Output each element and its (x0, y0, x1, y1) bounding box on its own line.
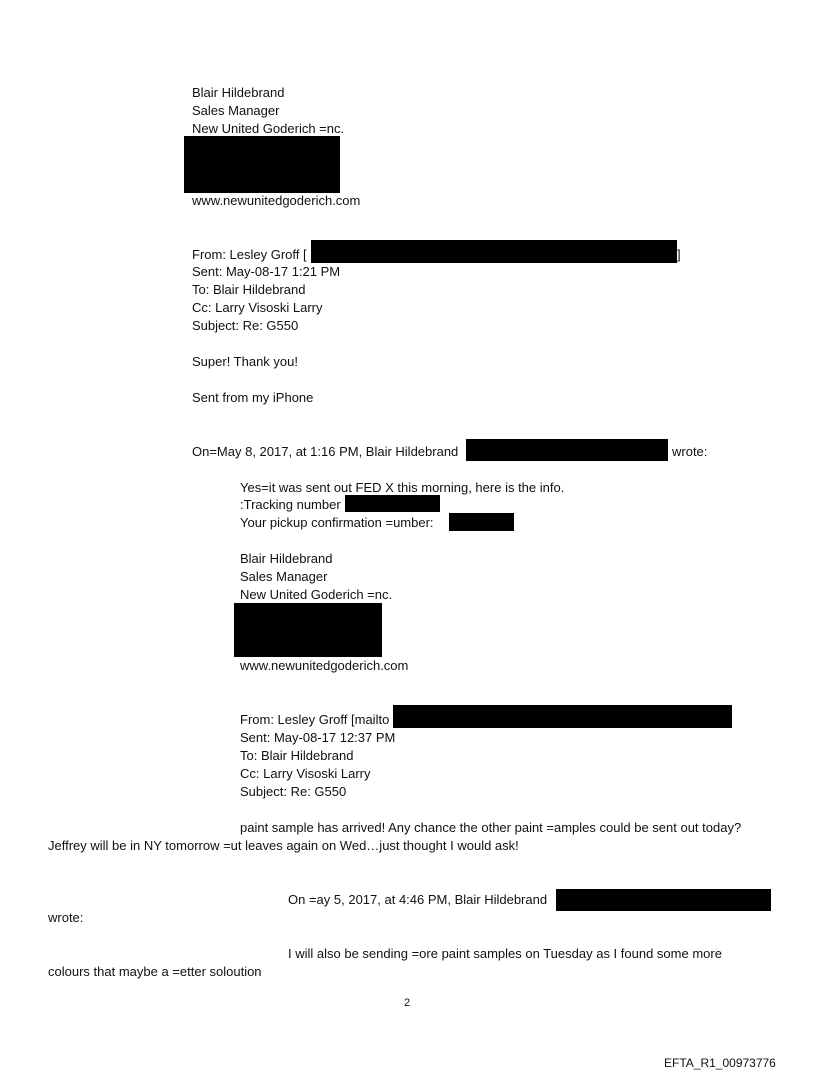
quote-intro-wrote: wrote: (48, 910, 84, 925)
page-number: 2 (404, 997, 411, 1009)
signature-title: Sales Manager (192, 103, 280, 118)
email-cc: Cc: Larry Visoski Larry (192, 300, 323, 315)
signature-title: Sales Manager (240, 569, 328, 584)
quote-intro: On =ay 5, 2017, at 4:46 PM, Blair Hildebrand (288, 892, 548, 907)
redaction-block (234, 603, 382, 657)
redaction-block (393, 705, 732, 728)
email-body-line: Jeffrey will be in NY tomorrow =ut leaves again on Wed…just thought I would ask! (48, 838, 519, 853)
email-body-line: colours that maybe a =etter soloution (48, 964, 262, 979)
signature-name: Blair Hildebrand (240, 551, 333, 566)
signature-website: www.newunitedgoderich.com (192, 193, 361, 208)
signature-company: New United Goderich =nc. (192, 121, 345, 136)
email-to: To: Blair Hildebrand (192, 282, 306, 297)
redaction-block (345, 495, 440, 512)
signature-website: www.newunitedgoderich.com (240, 658, 409, 673)
signature-company: New United Goderich =nc. (240, 587, 393, 602)
email-body-line: I will also be sending =ore paint samples on Tuesday as I found some more (288, 946, 722, 961)
email-from: From: Lesley Groff [mailto (240, 712, 390, 727)
redaction-block (466, 439, 668, 461)
quoted-line: Your pickup confirmation =umber: (240, 515, 434, 530)
redaction-block (556, 889, 771, 911)
redaction-block (449, 513, 514, 531)
email-from-close: ] (677, 247, 681, 262)
email-sent: Sent: May-08-17 12:37 PM (240, 730, 396, 745)
email-subject: Subject: Re: G550 (240, 784, 347, 799)
email-subject: Subject: Re: G550 (192, 318, 299, 333)
signature-name: Blair Hildebrand (192, 85, 285, 100)
email-cc: Cc: Larry Visoski Larry (240, 766, 371, 781)
email-to: To: Blair Hildebrand (240, 748, 354, 763)
quote-intro: On=May 8, 2017, at 1:16 PM, Blair Hildebrand (192, 444, 459, 459)
email-from: From: Lesley Groff [ (192, 247, 307, 262)
email-body-line: paint sample has arrived! Any chance the other paint =amples could be sent out today? (240, 820, 742, 835)
email-sent: Sent: May-08-17 1:21 PM (192, 264, 341, 279)
quote-intro-wrote: wrote: (672, 444, 708, 459)
quoted-line: :Tracking number (240, 497, 341, 512)
redaction-block (311, 240, 677, 263)
redaction-block (184, 136, 340, 193)
document-id: EFTA_R1_00973776 (664, 1056, 776, 1070)
email-body-line: Sent from my iPhone (192, 390, 314, 405)
quoted-line: Yes=it was sent out FED X this morning, here is the info. (240, 480, 565, 495)
email-body-line: Super! Thank you! (192, 354, 298, 369)
